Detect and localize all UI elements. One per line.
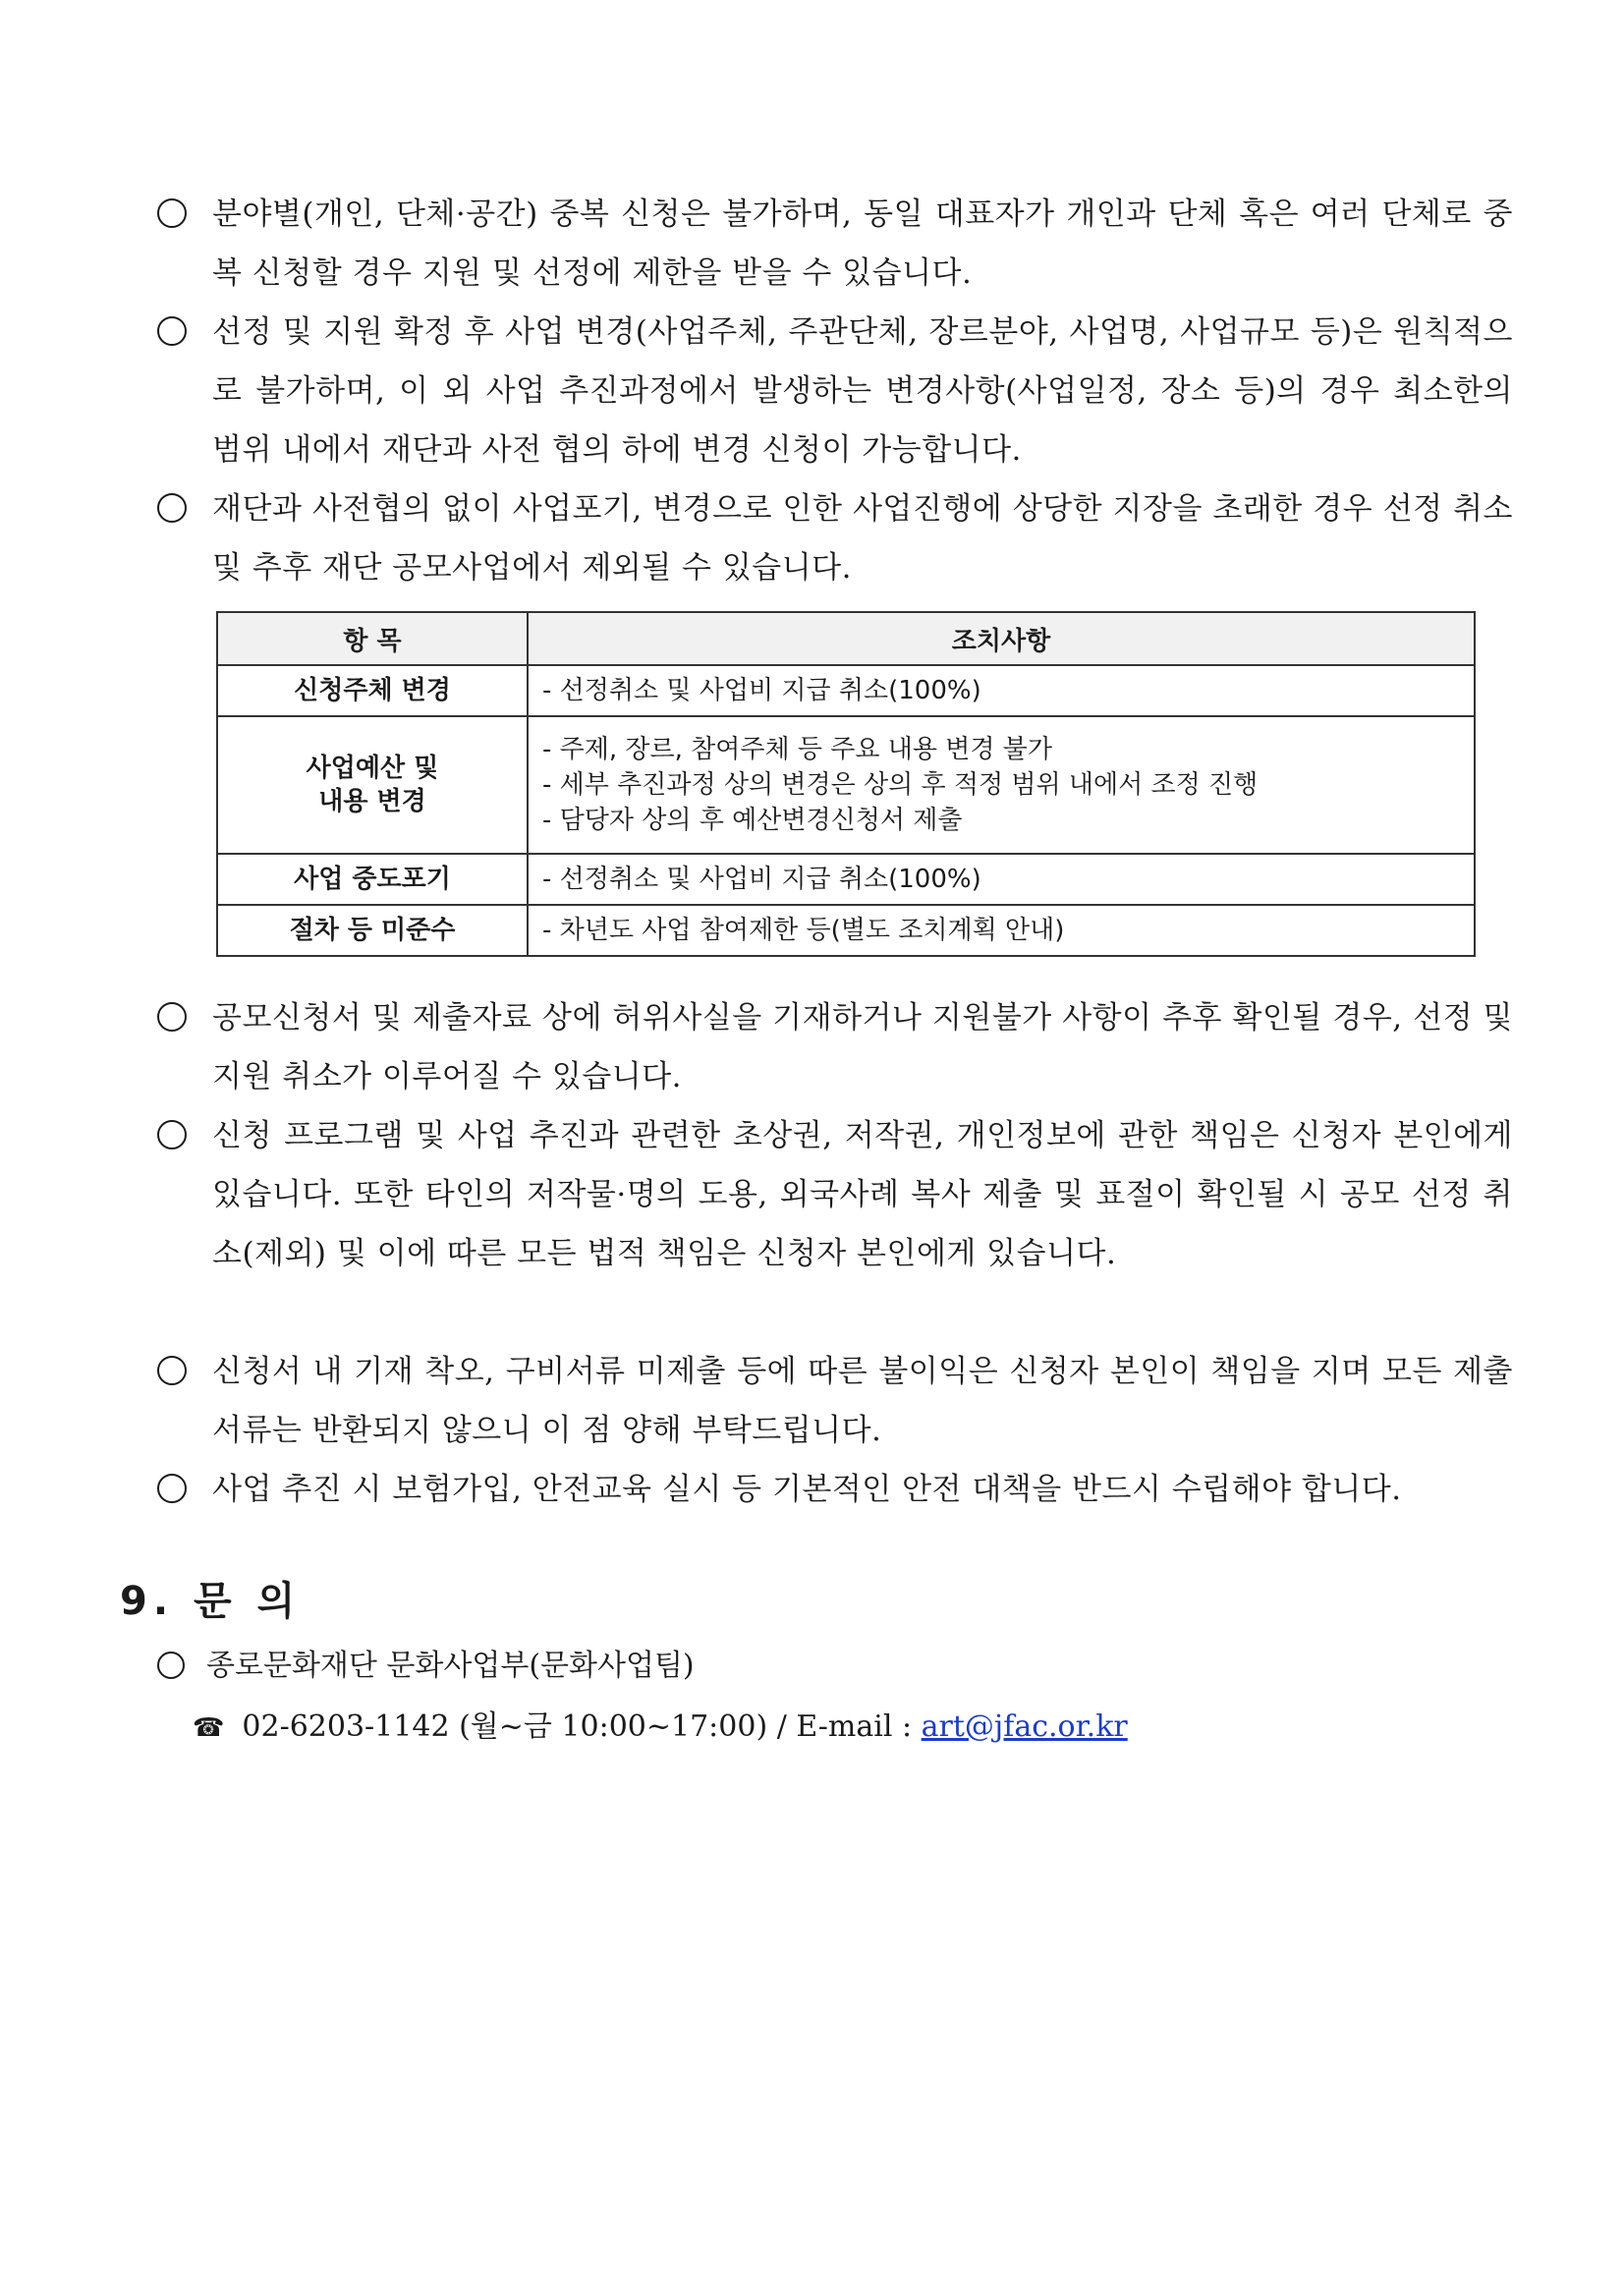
note-text: 선정 및 지원 확정 후 사업 변경(사업주체, 주관단체, 장르분야, 사업명, 사업규모 등)은 원칙적으로 불가하며, 이 외 사업 추진과정에서 발생하는 변경사항(사업일정, 장소 등)의 경우 최소한의 범위 내에서 재단과 사전 협의 하에 변경 신청이 가능합니다.	[212, 314, 1513, 468]
note-item	[157, 1342, 1513, 1460]
note-item	[157, 1106, 1513, 1283]
row-action: - 선정취소 및 사업비 지급 취소(100%)	[528, 854, 1475, 905]
header-item: 항 목	[217, 612, 528, 665]
row-action: - 차년도 사업 참여제한 등(별도 조치계획 안내)	[528, 905, 1475, 956]
action-line: - 담당자 상의 후 예산변경신청서 제출	[542, 806, 963, 835]
note-item	[157, 479, 1513, 597]
table-row	[217, 716, 1475, 854]
row-item-line: 내용 변경	[318, 787, 426, 816]
table-row	[217, 905, 1475, 956]
row-item: 신청주체 변경	[217, 665, 528, 716]
circle-bullet-icon	[157, 1652, 185, 1679]
action-line: - 주제, 장르, 참여주체 등 주요 내용 변경 불가	[542, 735, 1053, 764]
circle-bullet-icon	[157, 1002, 187, 1032]
phone-text: 02-6203-1142 (월~금 10:00~17:00) / E-mail :	[242, 1709, 922, 1744]
row-item-line: 사업예산 및	[306, 754, 439, 783]
note-text: 신청 프로그램 및 사업 추진과 관련한 초상권, 저작권, 개인정보에 관한 책임은 신청자 본인에게 있습니다. 또한 타인의 저작물·명의 도용, 외국사례 복사 제출 및 표절이 확인될 시 공모 선정 취소(제외) 및 이에 따른 모든 법적 책임은 신청자 본인에게 있습니다.	[212, 1118, 1513, 1271]
section-title: 9. 문 의	[120, 1579, 302, 1624]
row-action: - 선정취소 및 사업비 지급 취소(100%)	[528, 665, 1475, 716]
note-text: 사업 추진 시 보험가입, 안전교육 실시 등 기본적인 안전 대책을 반드시 수립해야 합니다.	[212, 1472, 1402, 1507]
email-link[interactable]: art@jfac.or.kr	[921, 1709, 1128, 1744]
circle-bullet-icon	[157, 493, 187, 523]
note-text: 신청서 내 기재 착오, 구비서류 미제출 등에 따른 불이익은 신청자 본인이 책임을 지며 모든 제출 서류는 반환되지 않으니 이 점 양해 부탁드립니다.	[212, 1354, 1513, 1448]
note-item	[157, 988, 1513, 1106]
header-action: 조치사항	[528, 612, 1475, 665]
contact-phone	[193, 1702, 1128, 1745]
circle-bullet-icon	[157, 316, 187, 346]
measures-table	[216, 611, 1476, 957]
table-row	[217, 665, 1475, 716]
row-item: 절차 등 미준수	[217, 905, 528, 956]
contact-org-text: 종로문화재단 문화사업부(문화사업팀)	[206, 1649, 695, 1683]
row-item: 사업 중도포기	[217, 854, 528, 905]
circle-bullet-icon	[157, 1474, 187, 1503]
table-row	[217, 854, 1475, 905]
note-item	[157, 303, 1513, 479]
phone-icon: ☎	[193, 1713, 225, 1743]
circle-bullet-icon	[157, 1120, 187, 1149]
note-text: 분야별(개인, 단체·공간) 중복 신청은 불가하며, 동일 대표자가 개인과 단체 혹은 여러 단체로 중복 신청할 경우 지원 및 선정에 제한을 받을 수 있습니다.	[212, 196, 1513, 291]
action-line: - 세부 추진과정 상의 변경은 상의 후 적정 범위 내에서 조정 진행	[542, 770, 1259, 800]
circle-bullet-icon	[157, 1356, 187, 1385]
note-text: 재단과 사전협의 없이 사업포기, 변경으로 인한 사업진행에 상당한 지장을 초래한 경우 선정 취소 및 추후 재단 공모사업에서 제외될 수 있습니다.	[212, 491, 1513, 586]
table-header-row	[217, 612, 1475, 665]
row-item	[217, 716, 528, 854]
row-action	[528, 716, 1475, 854]
note-item	[157, 185, 1513, 303]
contact-org	[157, 1641, 695, 1684]
circle-bullet-icon	[157, 198, 187, 228]
note-text: 공모신청서 및 제출자료 상에 허위사실을 기재하거나 지원불가 사항이 추후 확인될 경우, 선정 및 지원 취소가 이루어질 수 있습니다.	[212, 1000, 1513, 1094]
note-item	[157, 1460, 1513, 1519]
